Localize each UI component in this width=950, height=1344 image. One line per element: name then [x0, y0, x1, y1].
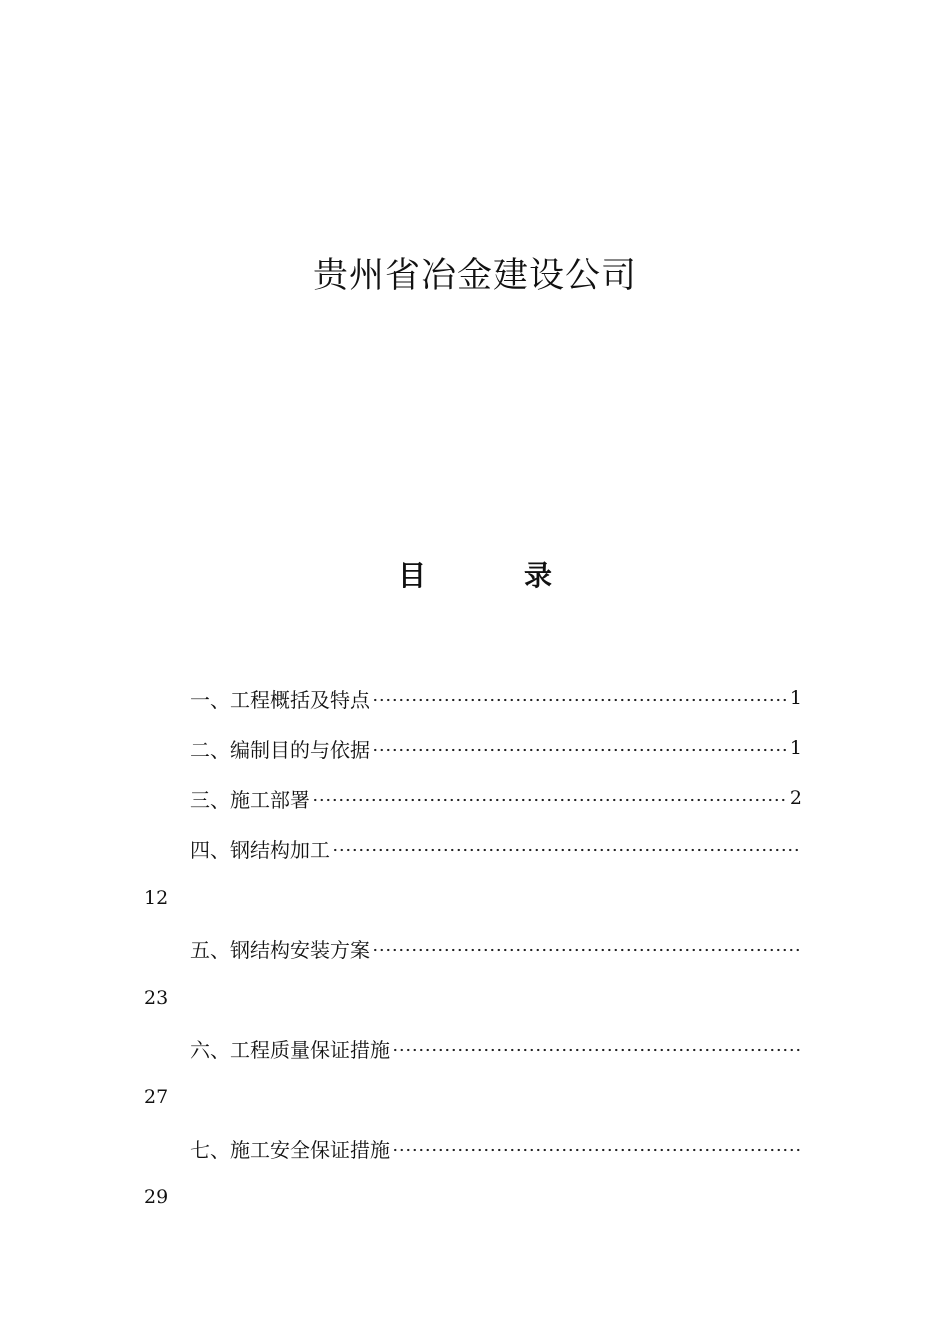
toc-leader	[372, 948, 800, 952]
toc-leader	[392, 1048, 800, 1052]
company-name: 贵州省冶金建设公司	[312, 256, 637, 296]
toc-entry-page: 29	[144, 1186, 169, 1208]
toc-leader	[372, 748, 788, 752]
toc-leader	[332, 848, 800, 852]
toc-leader	[312, 798, 788, 802]
toc-entry-label: 三、施工部署	[190, 787, 310, 812]
toc-entry-page: 1	[789, 737, 802, 759]
toc-leader	[372, 698, 788, 702]
toc-entry-label: 四、钢结构加工	[190, 837, 330, 862]
toc-entry[interactable]	[190, 783, 802, 813]
toc-entry[interactable]	[190, 1133, 802, 1163]
toc-entry[interactable]	[190, 833, 802, 863]
toc-entry-page: 27	[144, 1086, 169, 1108]
toc-entry-label: 七、施工安全保证措施	[190, 1137, 390, 1162]
toc-entry-label: 六、工程质量保证措施	[190, 1037, 390, 1062]
toc-entry[interactable]	[190, 733, 802, 763]
toc-heading-char-2: 录	[524, 559, 553, 592]
toc-entry-page: 23	[144, 987, 169, 1009]
toc-entry-page: 2	[789, 787, 802, 809]
toc-entry[interactable]	[190, 933, 802, 963]
toc-heading-char-1: 目	[398, 559, 427, 592]
toc-entry[interactable]	[190, 683, 802, 713]
toc-leader	[392, 1148, 800, 1152]
toc-heading	[398, 554, 568, 598]
toc-entry-label: 二、编制目的与依据	[190, 737, 370, 762]
toc-entry-page: 1	[789, 687, 802, 709]
toc-entry-label: 一、工程概括及特点	[190, 687, 370, 712]
toc-entry-label: 五、钢结构安装方案	[190, 937, 370, 962]
toc-entry-page: 12	[144, 887, 169, 909]
toc-entry[interactable]	[190, 1033, 802, 1063]
